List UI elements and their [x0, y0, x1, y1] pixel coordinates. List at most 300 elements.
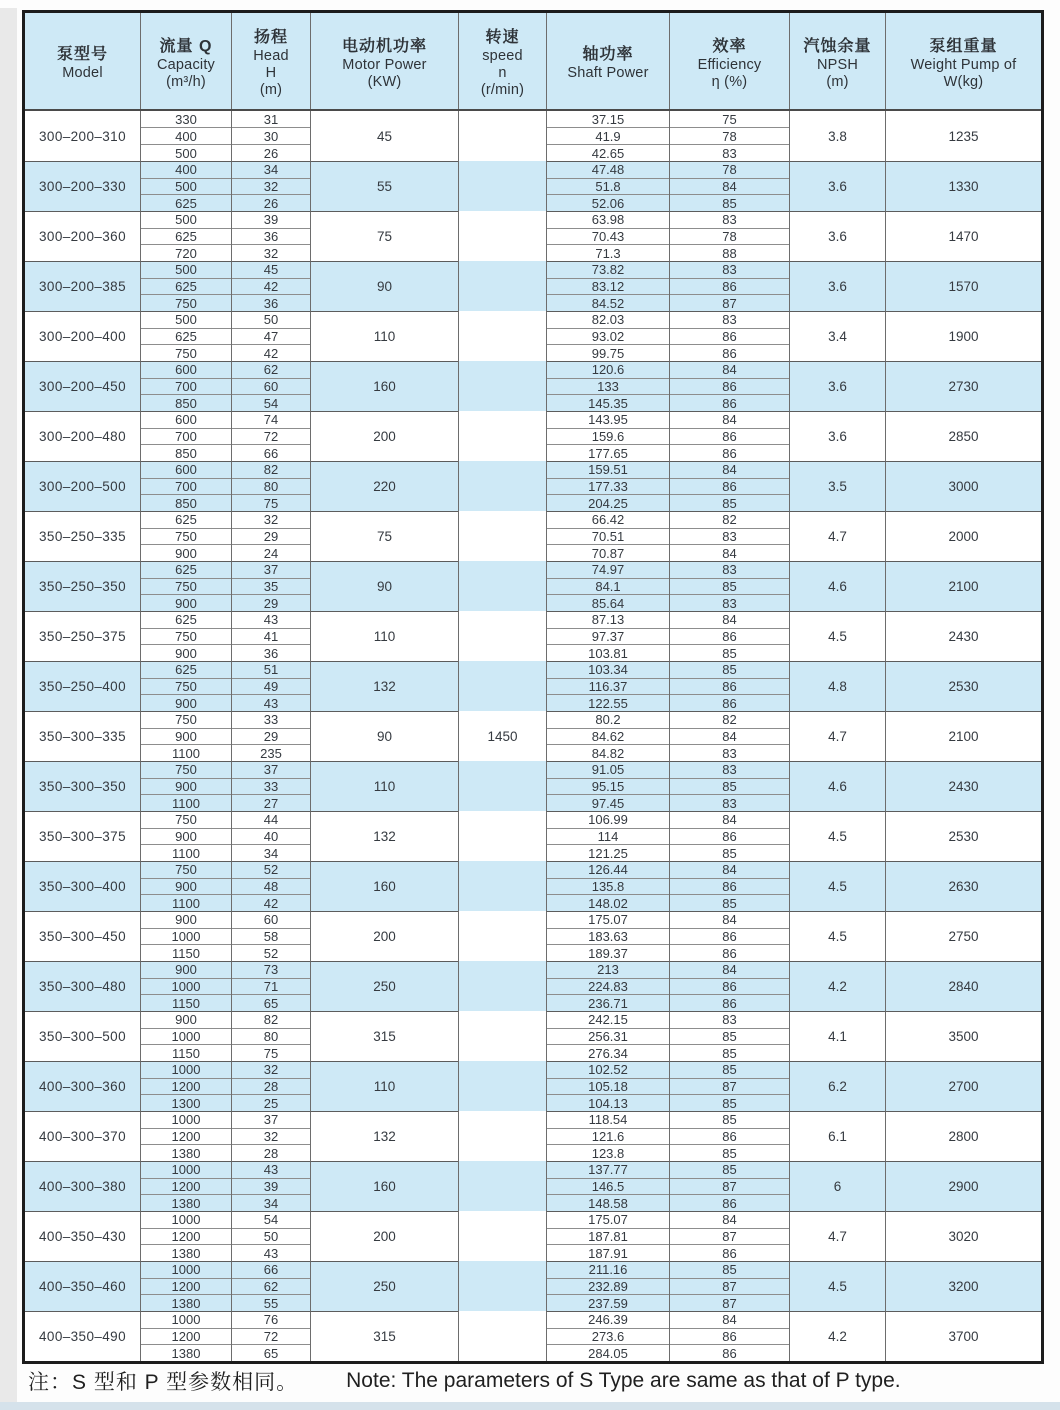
shaft-power-value: 175.07: [588, 1212, 628, 1228]
npsh-cell-value: 3.5: [828, 479, 847, 494]
header-model-line: 泵型号: [56, 46, 108, 63]
table-row-group: [25, 161, 1041, 211]
motor-power-cell-value: 90: [376, 279, 393, 294]
weight-cell: [885, 361, 1041, 411]
npsh-cell: [789, 1011, 885, 1061]
efficiency-value: 87: [670, 1178, 789, 1195]
table-row-group: [25, 411, 1041, 461]
efficiency-stack: [669, 161, 789, 211]
npsh-cell: [789, 111, 885, 161]
shaft-power-value: 66.42: [591, 512, 625, 528]
motor-power-cell-value: 75: [376, 529, 393, 544]
shaft-power-value: 106.99: [588, 812, 628, 828]
shaft-power-stack: [546, 161, 669, 211]
shaft-power-value: 74.97: [591, 562, 625, 578]
efficiency-value: 83: [722, 262, 737, 278]
table-row-group: [25, 711, 1041, 761]
capacity-value: 1100: [141, 794, 231, 811]
efficiency-stack: [669, 1161, 789, 1211]
capacity-stack: [140, 411, 231, 461]
head-value: 34: [263, 162, 279, 178]
speed-cell: [458, 461, 546, 511]
head-value: 26: [232, 194, 310, 211]
efficiency-value: 84: [722, 962, 737, 978]
capacity-stack: [140, 1111, 231, 1161]
head-value: 62: [263, 362, 279, 378]
motor-power-cell: [310, 111, 458, 161]
model-cell: [25, 611, 140, 661]
weight-cell-value: 2900: [948, 1179, 979, 1194]
weight-cell-value: 2730: [948, 379, 979, 394]
efficiency-value: 86: [670, 828, 789, 845]
efficiency-stack: [669, 911, 789, 961]
npsh-cell-value: 3.8: [828, 128, 847, 144]
head-value: 80: [232, 1028, 310, 1045]
capacity-stack: [140, 161, 231, 211]
npsh-cell: [789, 311, 885, 361]
npsh-cell: [789, 761, 885, 811]
model-cell: [25, 961, 140, 1011]
weight-cell-value: 3500: [948, 1029, 979, 1044]
motor-power-cell-value: 110: [373, 629, 396, 644]
model-cell: [25, 761, 140, 811]
speed-cell: [458, 1311, 546, 1361]
header-shaft-power-line: Shaft Power: [567, 65, 649, 81]
table-row-group: [25, 511, 1041, 561]
capacity-value: 500: [175, 312, 197, 328]
motor-power-cell-value: 110: [373, 1079, 396, 1094]
npsh-cell-value: 4.1: [828, 1029, 847, 1044]
capacity-value: 1000: [141, 928, 231, 945]
efficiency-value: 86: [670, 478, 789, 495]
table-row-group: [25, 761, 1041, 811]
speed-cell: [458, 761, 546, 811]
capacity-value: 1000: [141, 978, 231, 995]
npsh-cell: [789, 261, 885, 311]
capacity-value: 900: [175, 962, 197, 978]
header-capacity: [140, 13, 231, 109]
head-value: 44: [263, 812, 279, 828]
head-value: 52: [263, 862, 279, 878]
motor-power-cell: [310, 561, 458, 611]
efficiency-value: 83: [722, 1012, 737, 1028]
efficiency-value: 86: [670, 878, 789, 895]
capacity-value: 400: [141, 127, 231, 144]
shaft-power-value: 256.31: [547, 1028, 669, 1045]
motor-power-cell-value: 90: [376, 579, 393, 594]
header-weight-line: 泵组重量: [929, 37, 998, 55]
shaft-power-stack: [546, 361, 669, 411]
npsh-cell-value: 4.7: [828, 529, 847, 544]
npsh-cell: [789, 811, 885, 861]
head-value: 58: [232, 928, 310, 945]
npsh-cell: [789, 711, 885, 761]
weight-cell: [885, 1111, 1041, 1161]
efficiency-value: 83: [670, 744, 789, 761]
head-value: 73: [263, 962, 279, 978]
efficiency-value: 86: [670, 978, 789, 995]
head-value: 39: [232, 1178, 310, 1195]
weight-cell: [885, 211, 1041, 261]
efficiency-stack: [669, 711, 789, 761]
shaft-power-value: 273.6: [547, 1328, 669, 1345]
head-value: 75: [232, 494, 310, 511]
model-cell: [25, 1161, 140, 1211]
capacity-value: 1380: [141, 1344, 231, 1361]
head-value: 65: [232, 994, 310, 1011]
efficiency-value: 84: [670, 544, 789, 561]
head-value: 32: [232, 1128, 310, 1145]
header-speed-line: speed: [482, 48, 523, 64]
efficiency-value: 85: [670, 644, 789, 661]
model-cell-value: 350–300–375: [39, 829, 126, 844]
table-row-group: [25, 1161, 1041, 1211]
efficiency-value: 85: [670, 1144, 789, 1161]
efficiency-stack: [669, 761, 789, 811]
motor-power-cell: [310, 261, 458, 311]
model-cell: [25, 1311, 140, 1361]
capacity-value: 625: [175, 562, 197, 578]
head-value: 43: [263, 1162, 279, 1178]
efficiency-value: 85: [670, 194, 789, 211]
head-stack: [231, 511, 310, 561]
motor-power-cell-value: 315: [373, 1029, 396, 1044]
efficiency-value: 85: [722, 1062, 737, 1078]
capacity-value: 700: [141, 478, 231, 495]
efficiency-value: 84: [670, 178, 789, 195]
shaft-power-value: 71.3: [547, 244, 669, 261]
shaft-power-value: 237.59: [547, 1294, 669, 1311]
efficiency-value: 87: [670, 294, 789, 311]
capacity-value: 750: [141, 628, 231, 645]
header-capacity-line: 流量 Q: [159, 37, 213, 55]
shaft-power-value: 70.43: [547, 228, 669, 245]
capacity-stack: [140, 1261, 231, 1311]
head-value: 37: [263, 1112, 279, 1128]
efficiency-value: 85: [670, 578, 789, 595]
capacity-value: 1150: [141, 1044, 231, 1061]
head-value: 43: [263, 612, 279, 628]
capacity-stack: [140, 361, 231, 411]
efficiency-stack: [669, 111, 789, 161]
capacity-value: 850: [141, 394, 231, 411]
shaft-power-value: 120.6: [591, 362, 625, 378]
motor-power-cell: [310, 361, 458, 411]
npsh-cell: [789, 961, 885, 1011]
model-cell-value: 350–250–335: [39, 529, 126, 544]
npsh-cell-value: 4.5: [828, 929, 847, 944]
header-efficiency-line: Efficiency: [697, 56, 762, 73]
capacity-value: 750: [141, 294, 231, 311]
shaft-power-value: 189.37: [547, 944, 669, 961]
model-cell: [25, 511, 140, 561]
efficiency-value: 86: [670, 994, 789, 1011]
head-value: 32: [232, 244, 310, 261]
capacity-value: 900: [141, 728, 231, 745]
head-value: 66: [263, 1262, 279, 1278]
efficiency-stack: [669, 261, 789, 311]
table-row-group: [25, 661, 1041, 711]
header-weight-line: Weight Pump of: [910, 56, 1017, 73]
capacity-stack: [140, 111, 231, 161]
header-head-line: H: [265, 65, 277, 81]
head-stack: [231, 111, 310, 161]
efficiency-value: 86: [670, 944, 789, 961]
efficiency-value: 82: [722, 512, 737, 528]
shaft-power-value: 159.6: [547, 428, 669, 445]
shaft-power-value: 213: [597, 962, 619, 978]
shaft-power-stack: [546, 511, 669, 561]
head-value: 47: [232, 328, 310, 345]
speed-cell: [458, 1161, 546, 1211]
efficiency-value: 85: [670, 894, 789, 911]
speed-cell-value: 1450: [487, 728, 518, 744]
head-stack: [231, 1011, 310, 1061]
efficiency-value: 86: [670, 394, 789, 411]
header-speed: [458, 13, 546, 109]
efficiency-stack: [669, 211, 789, 261]
capacity-stack: [140, 1061, 231, 1111]
head-value: 30: [232, 127, 310, 144]
capacity-stack: [140, 1011, 231, 1061]
capacity-value: 900: [141, 828, 231, 845]
motor-power-cell-value: 90: [376, 729, 393, 744]
speed-cell: [458, 261, 546, 311]
efficiency-value: 78: [670, 228, 789, 245]
table-header: [25, 13, 1041, 111]
weight-cell: [885, 261, 1041, 311]
model-cell-value: 300–200–330: [39, 179, 126, 194]
table-row-group: [25, 1211, 1041, 1261]
capacity-value: 750: [175, 812, 197, 828]
npsh-cell-value: 4.5: [828, 1279, 847, 1294]
shaft-power-value: 83.12: [547, 278, 669, 295]
model-cell-value: 300–200–400: [39, 329, 126, 344]
head-value: 62: [232, 1278, 310, 1295]
motor-power-cell: [310, 311, 458, 361]
capacity-value: 1000: [171, 1212, 201, 1228]
shaft-power-value: 42.65: [547, 144, 669, 161]
efficiency-value: 86: [670, 928, 789, 945]
shaft-power-value: 137.77: [588, 1162, 628, 1178]
efficiency-value: 86: [670, 1344, 789, 1361]
efficiency-value: 86: [670, 344, 789, 361]
capacity-value: 1000: [171, 1112, 201, 1128]
efficiency-value: 86: [670, 428, 789, 445]
capacity-value: 1000: [171, 1312, 201, 1328]
capacity-value: 1380: [141, 1194, 231, 1211]
head-value: 35: [232, 578, 310, 595]
npsh-cell: [789, 861, 885, 911]
shaft-power-value: 114: [547, 828, 669, 845]
capacity-value: 1300: [141, 1094, 231, 1111]
capacity-stack: [140, 511, 231, 561]
table-body: [25, 111, 1041, 1361]
shaft-power-stack: [546, 1261, 669, 1311]
npsh-cell-value: 3.4: [828, 329, 847, 344]
npsh-cell: [789, 1261, 885, 1311]
efficiency-value: 85: [670, 1028, 789, 1045]
header-efficiency-line: 效率: [712, 37, 747, 55]
npsh-cell: [789, 161, 885, 211]
efficiency-value: 82: [722, 712, 737, 728]
shaft-power-value: 52.06: [547, 194, 669, 211]
speed-cell: [458, 561, 546, 611]
shaft-power-value: 80.2: [595, 712, 621, 728]
head-value: 41: [232, 628, 310, 645]
capacity-value: 1100: [141, 744, 231, 761]
npsh-cell: [789, 561, 885, 611]
shaft-power-value: 84.52: [547, 294, 669, 311]
model-cell-value: 400–300–370: [39, 1129, 126, 1144]
head-value: 26: [232, 144, 310, 161]
model-cell: [25, 811, 140, 861]
head-value: 60: [232, 378, 310, 395]
capacity-value: 1380: [141, 1294, 231, 1311]
capacity-value: 750: [141, 678, 231, 695]
shaft-power-value: 37.15: [591, 111, 625, 127]
shaft-power-value: 135.8: [547, 878, 669, 895]
weight-cell: [885, 561, 1041, 611]
npsh-cell: [789, 461, 885, 511]
model-cell-value: 300–200–360: [39, 229, 126, 244]
capacity-value: 600: [175, 362, 197, 378]
capacity-value: 900: [141, 544, 231, 561]
efficiency-stack: [669, 1261, 789, 1311]
model-cell: [25, 311, 140, 361]
capacity-value: 700: [141, 428, 231, 445]
shaft-power-value: 246.39: [588, 1312, 628, 1328]
motor-power-cell: [310, 911, 458, 961]
efficiency-value: 84: [722, 812, 737, 828]
shaft-power-stack: [546, 911, 669, 961]
weight-cell-value: 2700: [948, 1079, 979, 1094]
efficiency-stack: [669, 961, 789, 1011]
motor-power-cell-value: 110: [373, 329, 396, 344]
weight-cell: [885, 111, 1041, 161]
head-stack: [231, 1161, 310, 1211]
motor-power-cell: [310, 711, 458, 761]
head-stack: [231, 761, 310, 811]
capacity-value: 600: [175, 462, 197, 478]
shaft-power-stack: [546, 661, 669, 711]
npsh-cell-value: 6.2: [828, 1079, 847, 1094]
efficiency-value: 85: [670, 1094, 789, 1111]
head-value: 34: [232, 1194, 310, 1211]
model-cell-value: 350–300–450: [39, 929, 126, 944]
shaft-power-value: 183.63: [547, 928, 669, 945]
weight-cell-value: 2530: [948, 829, 979, 844]
table-row-group: [25, 211, 1041, 261]
shaft-power-value: 82.03: [591, 312, 625, 328]
shaft-power-value: 276.34: [547, 1044, 669, 1061]
weight-cell: [885, 1161, 1041, 1211]
motor-power-cell-value: 110: [373, 779, 396, 794]
header-shaft-power-line: 轴功率: [582, 46, 634, 63]
header-motor-power-line: 电动机功率: [341, 37, 427, 55]
efficiency-value: 84: [722, 612, 737, 628]
head-value: 49: [232, 678, 310, 695]
npsh-cell: [789, 1061, 885, 1111]
shaft-power-value: 99.75: [547, 344, 669, 361]
shaft-power-value: 284.05: [547, 1344, 669, 1361]
model-cell: [25, 1011, 140, 1061]
table-row-group: [25, 811, 1041, 861]
model-cell-value: 350–300–400: [39, 879, 126, 894]
shaft-power-value: 118.54: [588, 1112, 628, 1128]
npsh-cell-value: 3.6: [828, 279, 847, 294]
capacity-value: 720: [141, 244, 231, 261]
efficiency-value: 75: [722, 111, 737, 127]
npsh-cell-value: 3.6: [828, 429, 847, 444]
head-value: 31: [263, 111, 279, 127]
motor-power-cell-value: 132: [373, 679, 396, 694]
model-cell-value: 300–200–480: [39, 429, 126, 444]
capacity-value: 1200: [141, 1278, 231, 1295]
capacity-value: 750: [175, 862, 197, 878]
shaft-power-value: 187.91: [547, 1244, 669, 1261]
efficiency-value: 86: [670, 278, 789, 295]
motor-power-cell: [310, 1261, 458, 1311]
shaft-power-value: 95.15: [547, 778, 669, 795]
head-value: 82: [263, 1012, 279, 1028]
motor-power-cell: [310, 761, 458, 811]
head-value: 65: [232, 1344, 310, 1361]
efficiency-value: 85: [722, 1262, 737, 1278]
npsh-cell-value: 6: [833, 1179, 842, 1194]
model-cell-value: 350–250–400: [39, 679, 126, 694]
header-head-line: Head: [253, 48, 289, 64]
capacity-stack: [140, 811, 231, 861]
motor-power-cell-value: 132: [373, 829, 396, 844]
npsh-cell: [789, 361, 885, 411]
shaft-power-stack: [546, 1161, 669, 1211]
head-value: 66: [232, 444, 310, 461]
capacity-value: 750: [141, 528, 231, 545]
speed-cell: [458, 711, 546, 761]
model-cell-value: 300–200–310: [39, 128, 126, 144]
efficiency-value: 86: [670, 694, 789, 711]
model-cell: [25, 461, 140, 511]
header-npsh-line: 汽蚀余量: [803, 37, 872, 55]
header-capacity-line: Capacity: [156, 56, 215, 73]
efficiency-value: 83: [722, 762, 737, 778]
model-cell: [25, 561, 140, 611]
weight-cell-value: 1470: [948, 229, 979, 244]
shaft-power-value: 211.16: [588, 1262, 628, 1278]
npsh-cell: [789, 211, 885, 261]
efficiency-value: 83: [670, 594, 789, 611]
capacity-stack: [140, 761, 231, 811]
header-speed-line: n: [498, 65, 507, 81]
head-value: 37: [263, 562, 279, 578]
capacity-value: 625: [175, 612, 197, 628]
table-row-group: [25, 461, 1041, 511]
head-value: 75: [232, 1044, 310, 1061]
shaft-power-value: 103.34: [588, 662, 628, 678]
shaft-power-value: 97.45: [547, 794, 669, 811]
npsh-cell-value: 3.6: [828, 179, 847, 194]
efficiency-value: 78: [670, 127, 789, 144]
capacity-value: 1100: [141, 844, 231, 861]
capacity-value: 625: [141, 228, 231, 245]
speed-cell: [458, 361, 546, 411]
head-value: 54: [232, 394, 310, 411]
efficiency-value: 83: [722, 212, 737, 228]
shaft-power-value: 121.25: [547, 844, 669, 861]
speed-cell: [458, 311, 546, 361]
capacity-value: 1380: [141, 1144, 231, 1161]
